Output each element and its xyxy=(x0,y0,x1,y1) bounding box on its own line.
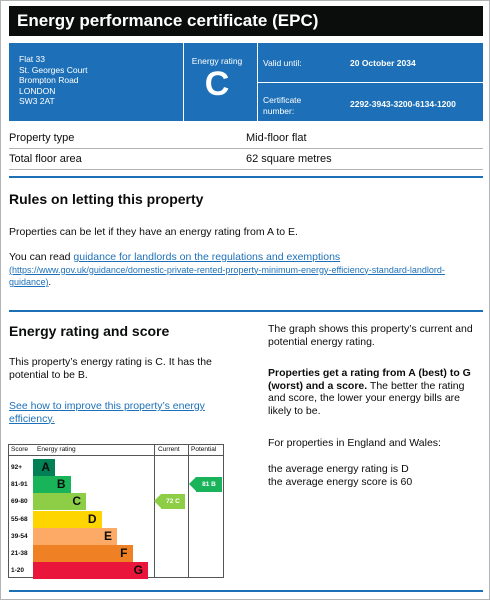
property-address xyxy=(19,54,88,107)
rating-scale-explanation xyxy=(268,367,483,417)
rating-band-a xyxy=(9,459,149,476)
average-rating-text: the average energy rating is D xyxy=(268,463,409,475)
certificate-label-line: number: xyxy=(263,105,295,116)
band-score-label: 39-54 xyxy=(11,532,28,540)
certificate-label-line: Certificate xyxy=(263,95,302,105)
band-score-label: 55-68 xyxy=(11,515,28,523)
rating-band-d xyxy=(9,511,149,528)
band-letter: E xyxy=(103,528,112,543)
landlord-guidance-link[interactable]: guidance for landlords on the regulations and exemptions xyxy=(73,251,341,263)
band-bar xyxy=(33,562,148,579)
energy-rating-label: Energy rating xyxy=(191,56,243,66)
property-type-key: Property type xyxy=(9,132,75,144)
rating-scale-bold: Properties get a rating from A (best) to G (worst) and a score. xyxy=(268,367,471,392)
potential-rating-marker xyxy=(189,477,222,492)
rating-summary-text: This property’s energy rating is C. It has the potential to be B. xyxy=(9,356,212,381)
rating-band-e xyxy=(9,528,149,545)
epc-summary-panel xyxy=(9,43,483,121)
property-type-row xyxy=(9,128,483,149)
band-bar xyxy=(33,459,55,476)
section-divider xyxy=(9,590,483,592)
floor-area-value: 62 square metres xyxy=(246,153,332,165)
letting-heading: Rules on letting this property xyxy=(9,191,204,207)
band-letter: C xyxy=(72,494,81,509)
energy-rating-chart xyxy=(8,444,224,578)
floor-area-key: Total floor area xyxy=(9,153,82,165)
address-line: Brompton Road xyxy=(19,75,79,85)
band-score-label: 21-38 xyxy=(11,550,28,557)
band-bar xyxy=(33,493,86,510)
floor-area-row xyxy=(9,149,483,170)
band-bar xyxy=(33,511,102,528)
chart-header-score: Score xyxy=(11,446,28,453)
band-letter: D xyxy=(87,511,97,526)
chart-column-divider xyxy=(188,445,189,577)
rating-band-c xyxy=(9,493,149,510)
improve-efficiency-link[interactable]: See how to improve this property’s energy efficiency. xyxy=(9,400,205,425)
band-score-label: 92+ xyxy=(11,464,23,471)
divider xyxy=(257,82,483,83)
band-letter: F xyxy=(120,546,128,560)
graph-explanation: The graph shows this property’s current and potential energy rating. xyxy=(268,323,473,348)
band-score-label: 81-91 xyxy=(11,481,28,489)
page-title: Energy performance certificate (EPC) xyxy=(9,6,483,36)
address-line: St. Georges Court xyxy=(19,64,88,75)
property-type-value: Mid-floor flat xyxy=(246,132,307,144)
regional-heading: For properties in England and Wales: xyxy=(268,437,441,449)
address-line: Flat 33 xyxy=(19,54,45,64)
address-line: SW3 2AT xyxy=(19,96,55,106)
certificate-number-label xyxy=(263,95,301,116)
address-line: LONDON xyxy=(19,85,56,96)
rating-band-f xyxy=(9,545,149,562)
marker-label: 72 C xyxy=(166,498,180,506)
marker-arrow xyxy=(189,477,196,491)
certificate-number-value: 2292-3943-3200-6134-1200 xyxy=(350,99,456,109)
landlord-guidance-url-link[interactable]: (https://www.gov.uk/guidance/domestic-private-rented-property-minimum-energy-efficiency-standard-landlord-guidance) xyxy=(9,264,445,287)
section-divider xyxy=(9,310,483,312)
band-bar xyxy=(33,545,133,562)
chart-column-divider xyxy=(154,445,155,577)
letting-paragraph-1: Properties can be let if they have an energy rating from A to E. xyxy=(9,226,298,238)
valid-until-value: 20 October 2034 xyxy=(350,58,416,68)
chart-header-rating: Energy rating xyxy=(37,446,76,453)
valid-until-label: Valid until: xyxy=(263,58,302,68)
chart-header-current: Current xyxy=(158,446,180,453)
rating-band-g xyxy=(9,562,149,579)
improve-efficiency-paragraph xyxy=(9,400,224,425)
marker-arrow xyxy=(154,494,161,508)
chart-header-divider xyxy=(9,455,223,456)
band-bar xyxy=(33,476,71,493)
chart-header-potential: Potential xyxy=(191,446,217,453)
average-score-text: the average energy score is 60 xyxy=(268,476,413,488)
letting-paragraph-2 xyxy=(9,251,483,289)
band-letter: A xyxy=(41,460,50,474)
rating-scale-rest: The better the rating and score, the lower your energy bills are likely to be. xyxy=(268,379,465,417)
band-score-label: 69-80 xyxy=(11,498,28,506)
current-rating-marker xyxy=(154,494,185,509)
letting-paragraph-suffix: . xyxy=(48,277,52,287)
band-score-label: 1-20 xyxy=(11,567,25,575)
letting-paragraph-prefix: You can read xyxy=(9,251,74,263)
marker-label: 81 B xyxy=(202,481,216,489)
energy-score-heading: Energy rating and score xyxy=(9,323,170,339)
band-letter: B xyxy=(56,477,66,492)
band-letter: G xyxy=(133,563,143,578)
rating-band-b xyxy=(9,476,149,493)
energy-rating-letter: C xyxy=(204,65,230,103)
band-bar xyxy=(33,528,117,545)
section-divider xyxy=(9,176,483,178)
